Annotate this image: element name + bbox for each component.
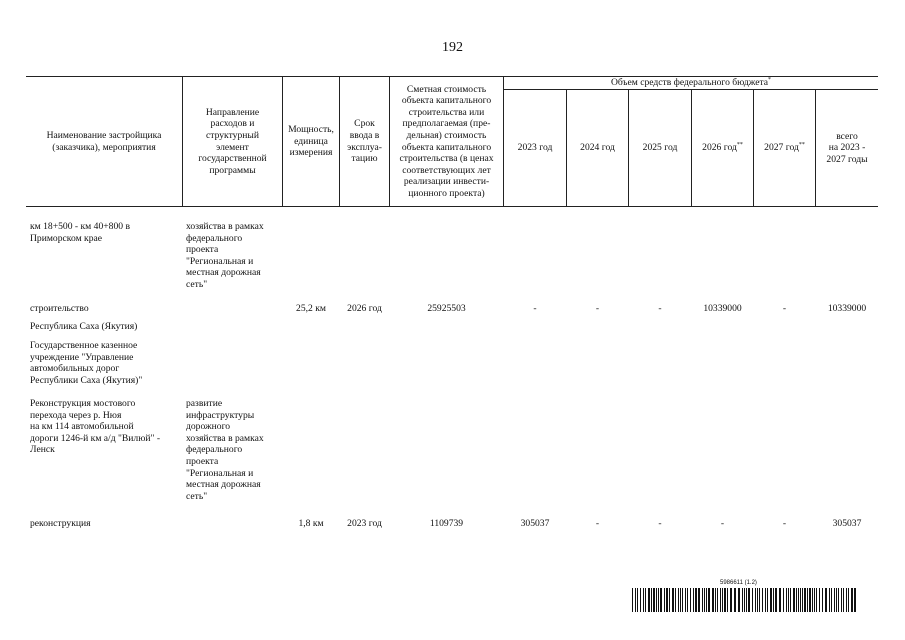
- row6-2024: -: [595, 518, 600, 529]
- row2-2026: 10339000: [703, 303, 742, 314]
- row2-total: 10339000: [827, 303, 867, 314]
- row6-2025: -: [658, 518, 662, 529]
- row2-term: 2026 год: [347, 303, 382, 314]
- row2-2027: -: [782, 303, 787, 314]
- header-budget-group: Объем средств федерального бюджета*: [610, 76, 772, 88]
- header-capacity-column: Мощность, единица измерения: [288, 124, 334, 159]
- row1-name: км 18+500 - км 40+800 в Приморском крае: [30, 221, 130, 244]
- row4-customer: Государственное казенное учреждение "Управление автомобильных дорог Республики Саха (Якутия)": [30, 340, 143, 386]
- row6-2027: -: [782, 518, 787, 529]
- budget-footnote-mark: *: [768, 76, 772, 83]
- header-bottom-border: [26, 206, 878, 207]
- y2027-footnote-mark: **: [798, 142, 805, 149]
- row6-2023: 305037: [520, 518, 550, 529]
- row2-capacity: 25,2 км: [296, 303, 326, 314]
- header-year-2023: 2023 год: [517, 142, 553, 154]
- row6-total: 305037: [832, 518, 862, 529]
- row1-direction: хозяйства в рамках федерального проекта "Региональная и местная дорожная сеть": [186, 221, 264, 290]
- row6-capacity: 1,8 км: [298, 518, 324, 529]
- header-cost-column: Сметная стоимость объекта капитального строительства или предполагаемая (пре- дельная) стоимость объекта капитального строительства (в ценах соответствующих лет реализации инвести- ционного проекта): [399, 83, 494, 199]
- barcode-number: 5986611 (1.2): [720, 580, 757, 586]
- row5-direction: развитие инфраструктуры дорожного хозяйства в рамках федерального проекта "Региональная и местная дорожная сеть": [186, 398, 264, 502]
- row2-2023: -: [533, 303, 537, 314]
- row5-name: Реконструкция мостового перехода через р. Нюя на км 114 автомобильной дороги 1246-й км а/д "Вилюй" - Ленск: [30, 398, 161, 456]
- header-direction-column: Направление расходов и структурный элемент государственной программы: [198, 106, 267, 176]
- row6-cost: 1109739: [429, 518, 464, 529]
- y2026-footnote-mark: **: [736, 142, 743, 149]
- header-year-2027: 2027 год**: [764, 142, 805, 154]
- row6-name: реконструкция: [30, 518, 91, 529]
- barcode-image: [632, 588, 858, 612]
- row2-cost: 25925503: [427, 303, 466, 314]
- row2-2024: -: [595, 303, 600, 314]
- row6-term: 2023 год: [347, 518, 382, 529]
- header-total: всего на 2023 - 2027 годы: [826, 130, 868, 165]
- header-year-2026: 2026 год**: [702, 142, 743, 154]
- page-number: 192: [442, 40, 463, 55]
- row2-2025: -: [658, 303, 662, 314]
- row6-2026: -: [720, 518, 725, 529]
- header-year-2024: 2024 год: [580, 142, 615, 154]
- header-term-column: Срок ввода в эксплуа- тацию: [347, 118, 382, 165]
- row2-name: строительство: [30, 303, 89, 314]
- row3-region: Республика Саха (Якутия): [30, 321, 138, 332]
- header-name-column: Наименование застройщика (заказчика), мероприятия: [46, 129, 162, 153]
- header-year-2025: 2025 год: [642, 142, 678, 154]
